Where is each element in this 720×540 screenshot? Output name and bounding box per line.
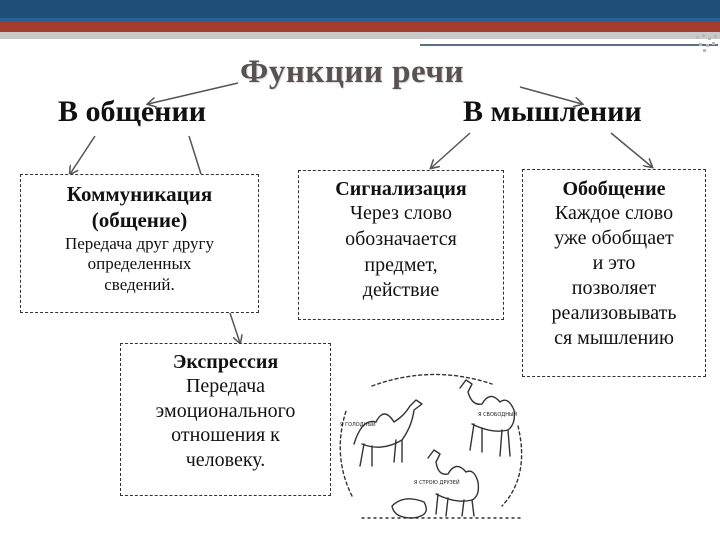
box-expression-heading: Экспрессия [172, 351, 279, 373]
box-expression-line-1: Передача [185, 375, 266, 398]
box-signalization-heading: Сигнализация [335, 178, 467, 200]
box-communication-line-2: определенных [87, 254, 192, 274]
box-generalization-line-1: Каждое слово [554, 202, 674, 225]
box-generalization-line-3: и это [592, 252, 636, 275]
branch-communication: В общении [58, 95, 207, 128]
box-generalization-line-5: реализовывать [551, 302, 677, 325]
arrow-to-expression-box [230, 313, 240, 343]
box-expression-line-3: отношения к [171, 424, 280, 447]
camel-caption-2: Я СВОБОДНЫЙ [478, 412, 518, 418]
box-signalization [298, 170, 504, 320]
camel-caption-3: Я СТРОЮ ДРУЗЕЙ [414, 480, 460, 486]
arrow-to-generalization-box [611, 133, 652, 167]
box-signalization-line-2: обозначается [345, 227, 457, 250]
box-generalization [522, 169, 706, 377]
box-signalization-line-1: Через слово [349, 202, 453, 225]
box-generalization-line-6: ся мышлению [554, 327, 674, 350]
box-expression [120, 343, 331, 496]
camel-sketch-illustration [332, 366, 532, 526]
box-generalization-line-4: позволяет [571, 277, 657, 300]
box-signalization-line-3: предмет, [364, 253, 438, 276]
box-signalization-line-4: действие [362, 279, 440, 302]
box-communication [20, 174, 259, 313]
arrow-to-signalization-box [431, 133, 470, 168]
box-generalization-line-2: уже обобщает [554, 227, 674, 250]
box-communication-line-1: Передача друг другу [64, 233, 215, 253]
box-expression-line-4: человеку. [185, 448, 266, 471]
branch-thinking: В мышлении [463, 95, 642, 128]
box-communication-heading-2: (общение) [91, 208, 188, 233]
arrow-to-communication-box-right [189, 136, 201, 174]
box-generalization-heading: Обобщение [562, 178, 666, 200]
camel-caption-1: Я ГОЛОДНЫЙ [340, 422, 376, 428]
page-title: Функции речи [240, 54, 464, 90]
box-communication-line-3: сведений. [104, 274, 175, 294]
arrow-to-communication-box-left [70, 136, 95, 174]
box-communication-heading-1: Коммуникация [66, 182, 213, 206]
box-expression-line-2: эмоционального [155, 399, 296, 422]
